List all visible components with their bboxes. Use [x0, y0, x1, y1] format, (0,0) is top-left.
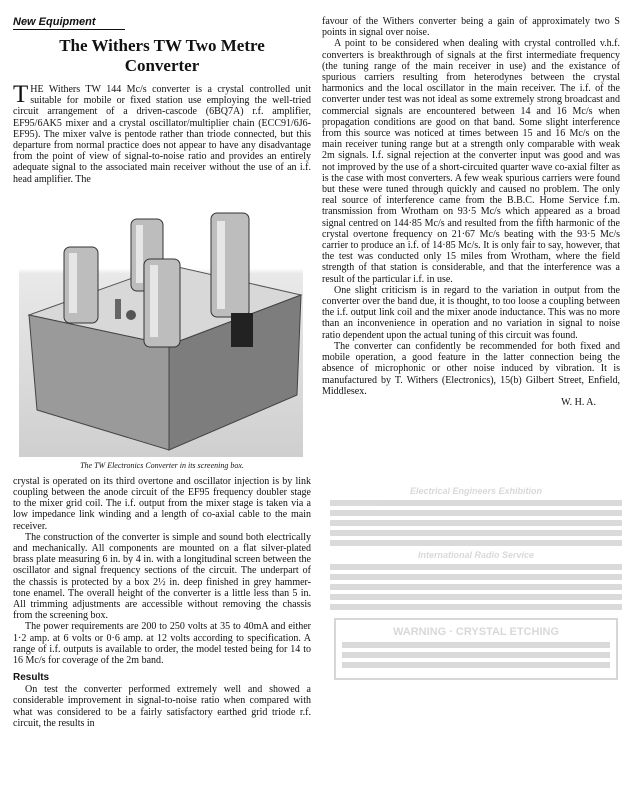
article-title: [13, 36, 311, 76]
converter-illustration: [19, 195, 303, 457]
left-column: [13, 16, 311, 729]
faded-warning-title: WARNING · CRYSTAL ETCHING: [392, 626, 559, 638]
bleed-through-text: [330, 482, 622, 782]
intro-paragraph: THE Withers TW 144 Mc/s converter is a crystal controlled unit suitable for mobile or fixed station use employing the well-tried circuit arrangement of a driven-cascode (6BQ7A) r.f. amplifier, EF95/6AK5 mixer and a crystal oscillator/multiplier chain (ECC91/6J6-EF95). The mixer valve is pentode rather than triode connected, but this departure from normal practice does not appear to have any disadvantage from the point of view of signal-to-noise ratio and provides an entirely adequate signal to the associated main receiver without the use of an i.f. head amplifier. The: [13, 81, 311, 185]
faded-line: [330, 594, 622, 600]
favour-paragraph: favour of the Withers converter being a gain of approximately two S points in signal over noise.: [322, 16, 620, 39]
faded-line: [342, 662, 610, 668]
faded-line: [330, 520, 622, 526]
title-line-1: The Withers TW Two Metre: [59, 36, 265, 55]
results-heading: Results: [13, 672, 50, 684]
results-paragraph: On test the converter performed extremely well and showed a considerable improvement in signal-to-noise ratio when compared with what was considered to be a fairly satisfactory earthed grid triode r.f. circuit, the results in: [13, 684, 311, 729]
faded-line: [330, 564, 622, 570]
faded-line: [330, 540, 622, 546]
right-column: [322, 16, 620, 408]
faded-line: [330, 584, 622, 590]
faded-heading-1: Electrical Engineers Exhibition: [409, 486, 543, 496]
author-signature: W. H. A.: [561, 396, 596, 408]
faded-heading-2: International Radio Service: [417, 550, 535, 560]
converter-photo: [19, 195, 303, 457]
crystal-converters-paragraph: A point to be considered when dealing with crystal controlled v.h.f. converters is breakthrough of signals at the first intermediate frequency (the tuning range of the main receiver in use) and the existance of spurious carriers resulting from heterodynes between the crystal harmonics and the local oscillator in the main receiver. The i.f. of the converter under test was not ideal as some extremely strong broadcast and commercial signals are encountered between 14 and 16 Mc/s when propagation conditions are good on that band. Some slight interference from this source was noticed at times between 15 and 16 Mc/s on the main receiver tuning range but at a strength only comparable with weak 2m signals. I.f. signal rejection at the converter input was good and was not improved by the use of a short-circuited quarter wave co-axial filter as is the case with most converters. A few weak spurious carriers were found but these were tuned through quickly and caused no problem. The only real source of interference came from the B.B.C. Home Service f.m. transmission from Wrotham on 93·5 Mc/s which appeared as a broad signal centred on 144·85 Mc/s and resulted from the fifth harmonic of the crystal overtone frequency on 21·67 Mc/s beating with the 93·5 Mc/s carrier to produce an i.f. of 14·85 Mc/s. It is only fair to say, however, that the test was conducted only 15 miles from Wrotham, where the field strength of that station is considerable, and that the interference was a result of the particular i.f. in use.: [322, 38, 620, 285]
faded-line: [330, 500, 622, 506]
faded-warning-box: [334, 618, 618, 680]
criticism-paragraph: One slight criticism is in regard to the variation in output from the converter over the band due, it is thought, to too loose a coupling between the i.f. output link coil and the mixer anode inductance. This was no more than an inconvenience in operation and no variation in signal to noise ratio dependent upon the actual tuning of this circuit was found.: [322, 284, 620, 341]
faded-line: [330, 604, 622, 610]
faded-line: [342, 652, 610, 658]
section-tag: New Equipment: [13, 16, 125, 30]
faded-line: [342, 642, 610, 648]
power-paragraph: The power requirements are 200 to 250 volts at 35 to 40mA and either 1·2 amp. at 6 volts or 0·6 amp. at 12 volts according to specification. A range of i.f. outputs is available to order, the model tested being for 14 to 16 Mc/s for coverage of the 2m band.: [13, 621, 311, 667]
photo-caption: The TW Electronics Converter in its screening box.: [80, 460, 244, 470]
crystal-paragraph: crystal is operated on its third overtone and oscillator injection is by link coupling between the anode circuit of the EF95 frequency doubler stage to the mixer grid coil. The i.f. output from the mixer stage is taken via a low impedance link winding and a length of co-axial cable to the main receiver.: [13, 475, 311, 532]
recommendation-paragraph: The converter can confidently be recommended for both fixed and mobile operation, a good feature in the latter connection being the absence of microphonic or other noise induced by vibration. It is manufactured by T. Withers (Electronics), 15(b) Gilbert Street, Enfield, Middlesex.: [322, 340, 620, 397]
faded-line: [330, 510, 622, 516]
construction-paragraph: The construction of the converter is simple and sound both electrically and mechanically. All components are mounted on a flat silver-plated brass plate measuring 6 in. by 4 in. with a longitudinal screen between the oscillator and signal frequency sections of the circuit. The underpart of the chassis is protected by a box 2½ in. deep finished in grey hammer-tone enamel. The overall height of the converter is a little less than 5 in. All trimming adjustments are accessible without removing the chassis from the screening box.: [13, 531, 311, 622]
faded-line: [330, 574, 622, 580]
title-line-2: Converter: [124, 56, 200, 75]
faded-line: [330, 530, 622, 536]
